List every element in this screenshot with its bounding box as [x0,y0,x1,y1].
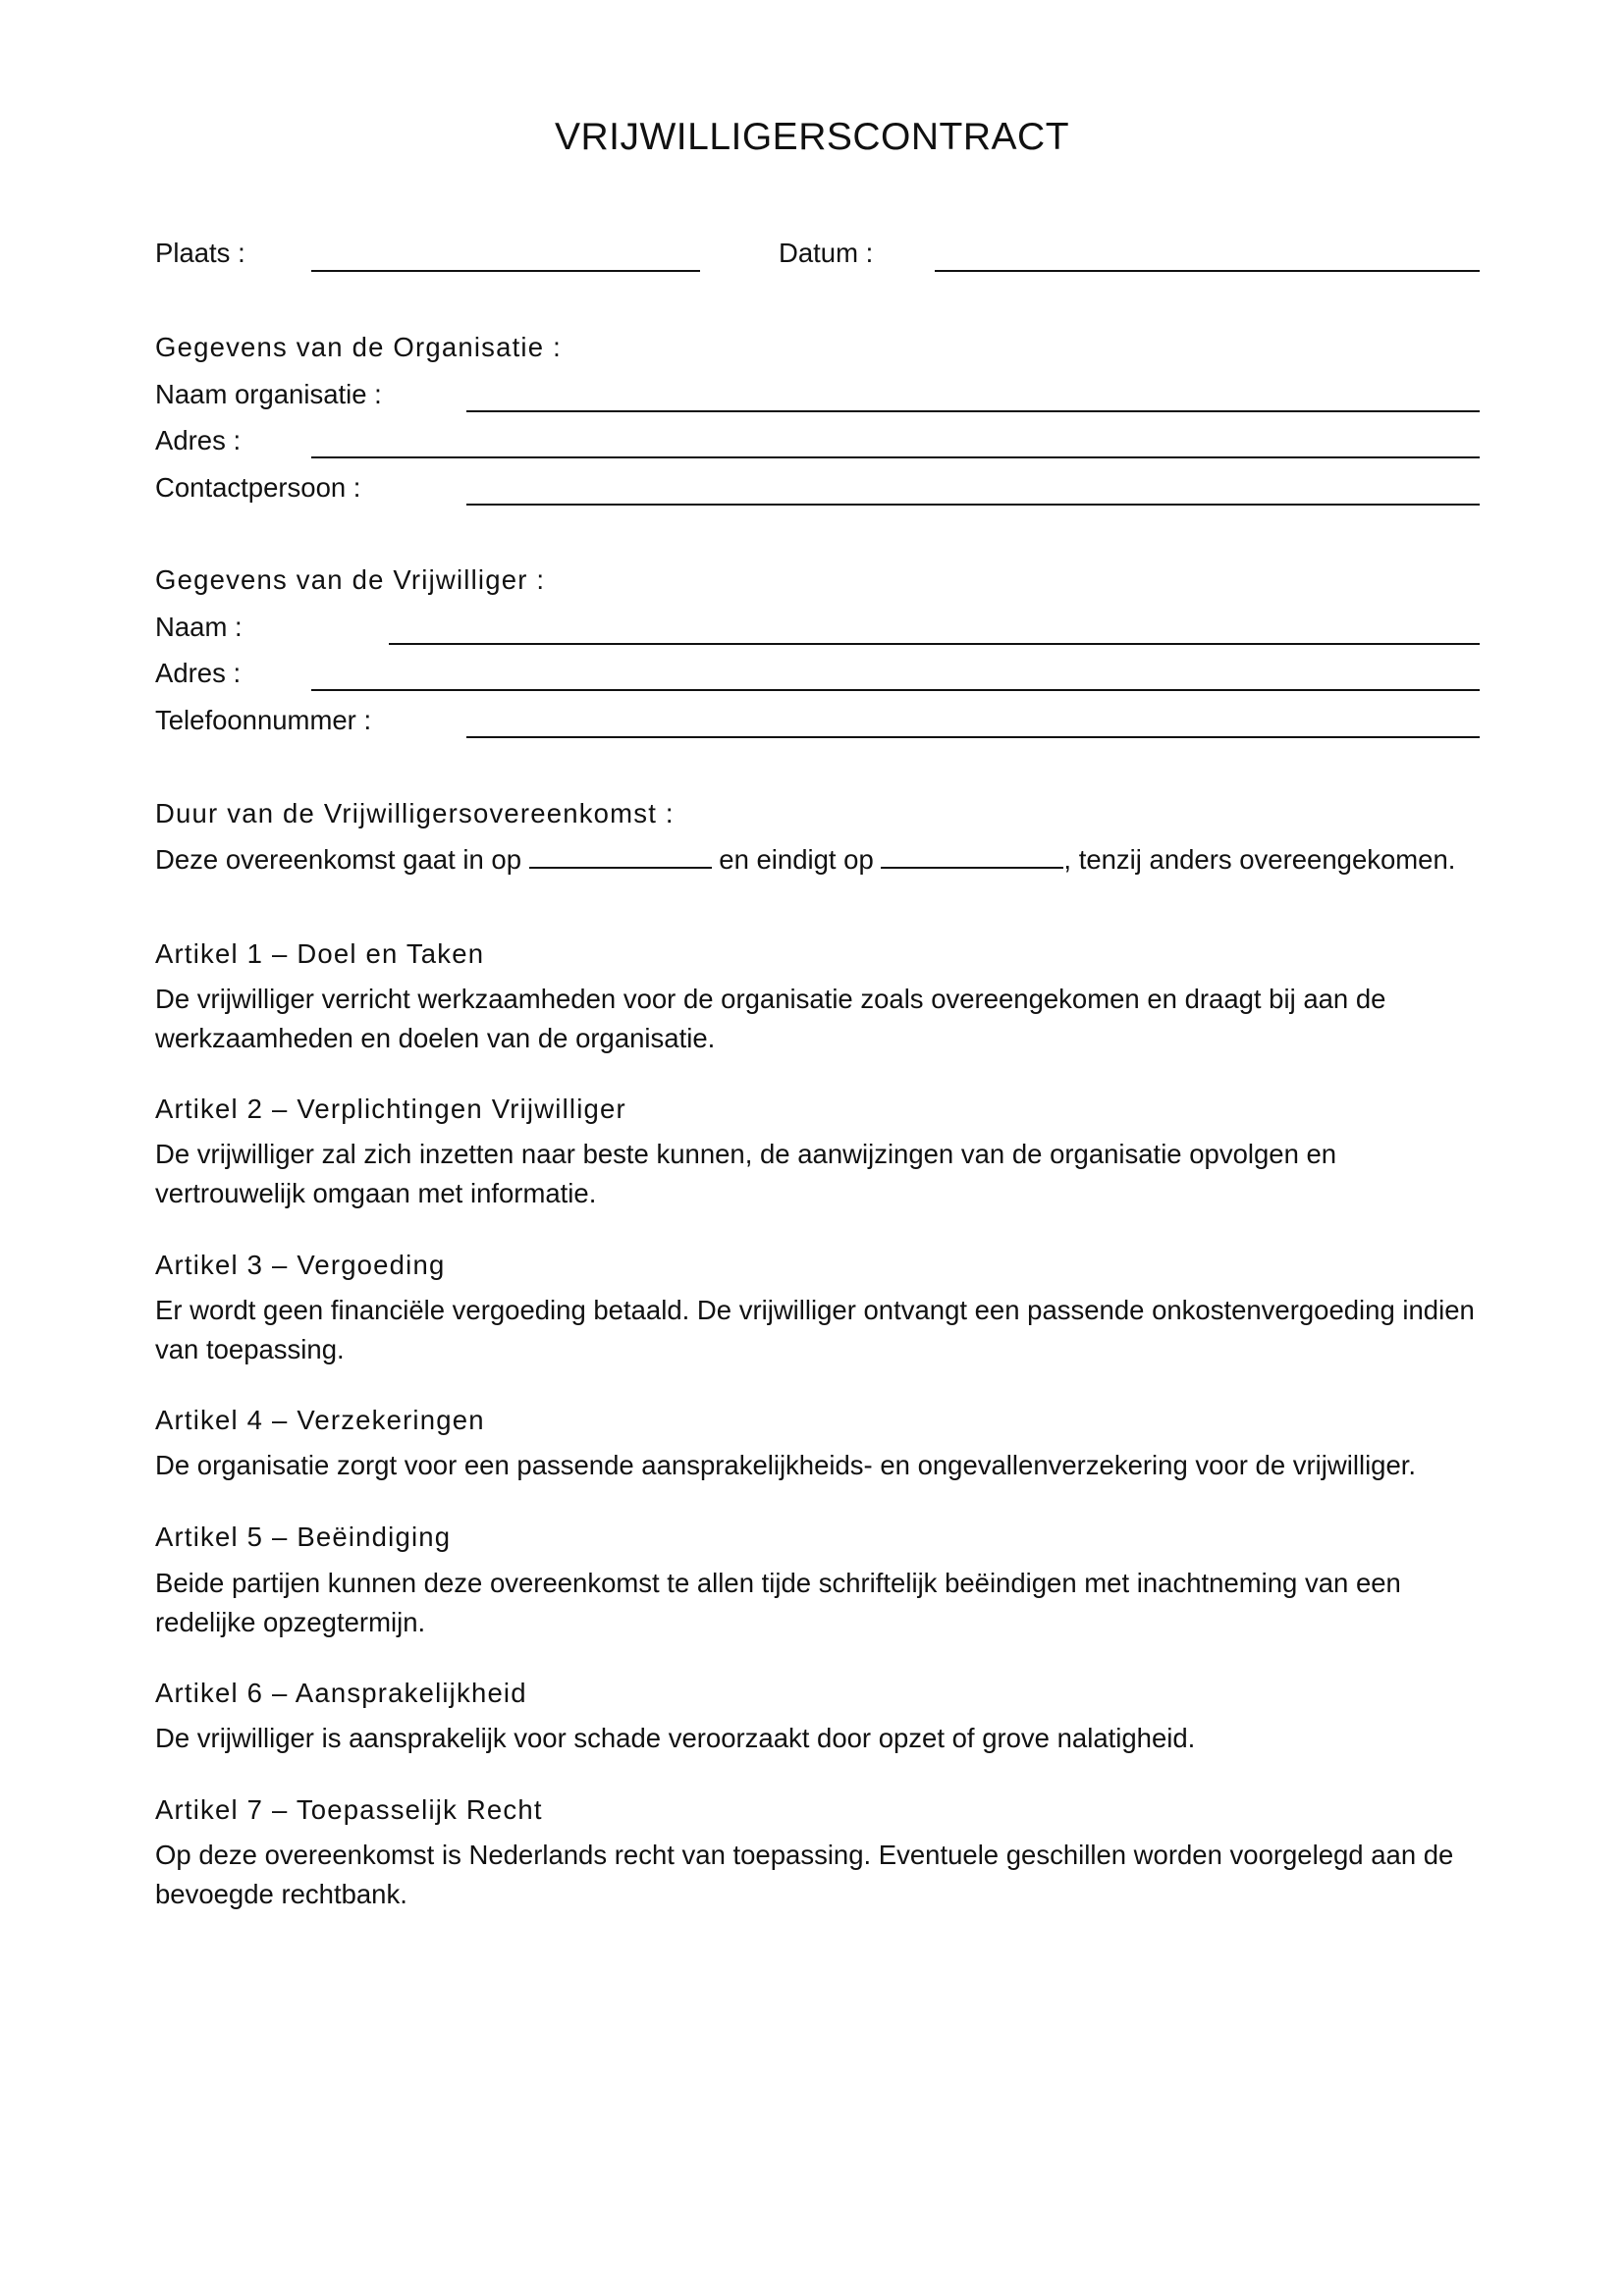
organisation-contact-field[interactable] [466,504,1480,506]
organisation-name-field[interactable] [466,410,1480,412]
article-2-body: De vrijwilliger zal zich inzetten naar beste kunnen, de aanwijzingen van de organisatie opvolgen en vertrouwelijk omgaan met informatie. [155,1139,1337,1208]
volunteer-address-field[interactable] [311,689,1480,691]
organisation-heading: Gegevens van de Organisatie : [155,332,562,362]
end-date-field[interactable] [881,845,1063,869]
duration-text-end: , tenzij anders overeengekomen. [1063,844,1456,875]
article-7-heading: Artikel 7 – Toepasselijk Recht [155,1794,543,1825]
article-6-body: De vrijwilliger is aansprakelijk voor schade veroorzaakt door opzet of grove nalatigheid. [155,1723,1196,1753]
duration-heading: Duur van de Vrijwilligersovereenkomst : [155,798,675,828]
start-date-field[interactable] [529,845,712,869]
article-1-body: De vrijwilliger verricht werkzaamheden voor de organisatie zoals overeengekomen en draagt bij aan de werkzaamheden en doelen van de organisatie. [155,984,1386,1053]
organisation-address-label: Adres : [155,425,242,455]
volunteer-phone-label: Telefoonnummer : [155,705,372,735]
document-title: VRIJWILLIGERSCONTRACT [554,116,1070,158]
article-2-heading: Artikel 2 – Verplichtingen Vrijwilliger [155,1094,626,1124]
article-1-heading: Artikel 1 – Doel en Taken [155,938,485,969]
date-label: Datum : [779,238,874,268]
date-field[interactable] [935,270,1480,272]
duration-text-middle: en eindigt op [719,844,874,875]
volunteer-phone-field[interactable] [466,736,1480,738]
article-5-heading: Artikel 5 – Beëindiging [155,1522,452,1552]
volunteer-name-field[interactable] [389,643,1480,645]
article-4-heading: Artikel 4 – Verzekeringen [155,1405,485,1435]
volunteer-heading: Gegevens van de Vrijwilliger : [155,564,546,595]
duration-text-start: Deze overeenkomst gaat in op [155,844,521,875]
volunteer-name-label: Naam : [155,612,243,642]
organisation-name-label: Naam organisatie : [155,379,382,409]
article-4-body: De organisatie zorgt voor een passende aansprakelijkheids- en ongevallenverzekering voor de vrijwilliger. [155,1450,1417,1480]
article-7-body: Op deze overeenkomst is Nederlands recht van toepassing. Eventuele geschillen worden voorgelegd aan de bevoegde rechtbank. [155,1840,1454,1909]
organisation-address-field[interactable] [311,456,1480,458]
duration-text [155,843,1455,877]
organisation-contact-label: Contactpersoon : [155,472,361,503]
article-3-heading: Artikel 3 – Vergoeding [155,1250,446,1280]
place-label: Plaats : [155,238,245,268]
article-3-body: Er wordt geen financiële vergoeding betaald. De vrijwilliger ontvangt een passende onkostenvergoeding indien van toepassing. [155,1295,1475,1364]
article-5-body: Beide partijen kunnen deze overeenkomst te allen tijde schriftelijk beëindigen met inachtneming van een redelijke opzegtermijn. [155,1568,1401,1637]
article-6-heading: Artikel 6 – Aansprakelijkheid [155,1678,527,1708]
place-field[interactable] [311,270,700,272]
volunteer-address-label: Adres : [155,658,242,688]
